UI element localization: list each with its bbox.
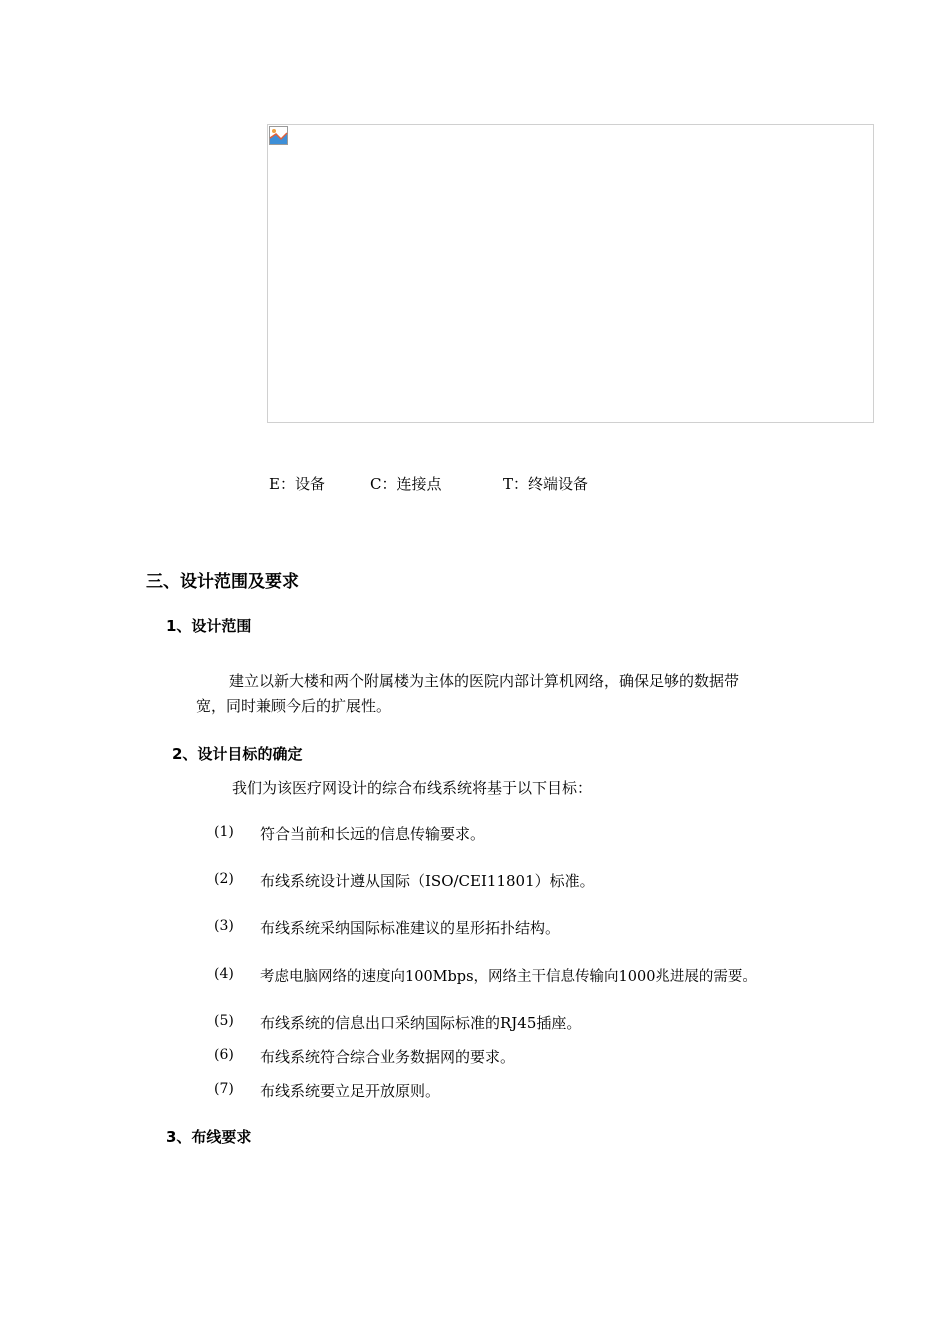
list-item-number: (5) — [214, 1013, 234, 1029]
goals-heading: 2、设计目标的确定 — [172, 745, 303, 763]
scope-heading: 1、设计范围 — [166, 617, 252, 635]
list-item-number: (3) — [214, 918, 234, 934]
broken-image-icon — [269, 126, 288, 145]
figure-image-placeholder — [267, 124, 874, 423]
list-item-number: (6) — [214, 1047, 234, 1063]
legend-c: C：连接点 — [370, 475, 442, 493]
list-item-text: 布线系统符合综合业务数据网的要求。 — [260, 1048, 516, 1066]
list-item-text: 布线系统设计遵从国际（ISO/CEI11801）标准。 — [260, 872, 595, 890]
list-item-text: 符合当前和长远的信息传输要求。 — [260, 825, 486, 843]
section-title: 三、设计范围及要求 — [146, 572, 299, 592]
list-item-number: (2) — [214, 871, 234, 887]
legend-e: E：设备 — [269, 475, 325, 493]
list-item-text: 布线系统要立足开放原则。 — [260, 1082, 441, 1100]
scope-paragraph-line1: 建立以新大楼和两个附属楼为主体的医院内部计算机网络，确保足够的数据带 — [229, 672, 740, 690]
list-item-number: (7) — [214, 1081, 234, 1097]
wiring-heading: 3、布线要求 — [166, 1128, 252, 1146]
list-item-text: 考虑电脑网络的速度向100Mbps，网络主干信息传输向1000兆进展的需要。 — [260, 969, 757, 985]
list-item-number: (4) — [214, 966, 234, 982]
list-item-text: 布线系统采纳国际标准建议的星形拓扑结构。 — [260, 919, 561, 937]
list-item-text: 布线系统的信息出口采纳国际标准的RJ45插座。 — [260, 1014, 582, 1032]
legend-t: T：终端设备 — [503, 475, 589, 493]
scope-paragraph-line2: 宽，同时兼顾今后的扩展性。 — [196, 697, 392, 715]
goals-intro: 我们为该医疗网设计的综合布线系统将基于以下目标： — [232, 779, 593, 797]
list-item-number: (1) — [214, 824, 234, 840]
